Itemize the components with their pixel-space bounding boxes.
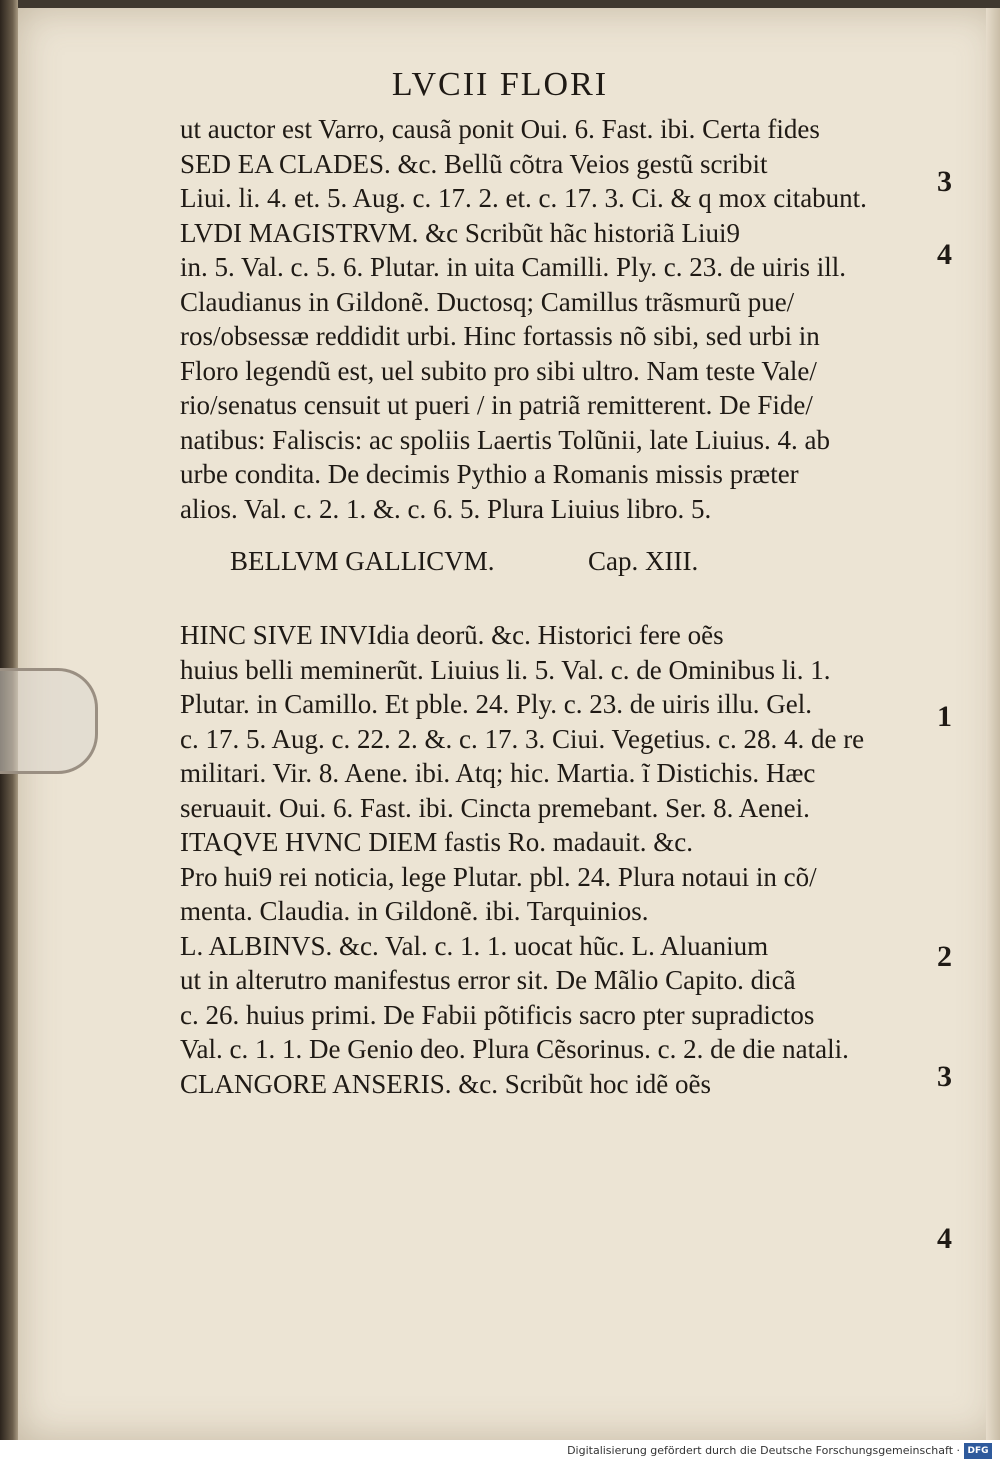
text-line: HINC SIVE INVIdia deorũ. &c. Historici fere oẽs <box>180 620 724 650</box>
text-line: rio/senatus censuit ut pueri / in patriã remitterent. De Fide/ <box>180 390 813 420</box>
text-line: Claudianus in Gildonẽ. Ductosq; Camillus trãsmurũ pue/ <box>180 286 795 317</box>
text-line: c. 17. 5. Aug. c. 22. 2. &. c. 17. 3. Ciui. Vegetius. c. 28. 4. de re <box>180 723 865 754</box>
text-line: SED EA CLADES. &c. Bellũ cõtra Veios gestũ scribit <box>180 148 768 179</box>
margin-number: 3 <box>937 1060 952 1093</box>
margin-number: 1 <box>937 700 952 733</box>
text-line: Plutar. in Camillo. Et pble. 24. Ply. c. 23. de uiris illu. Gel. <box>180 689 812 719</box>
text-line: seruauit. Oui. 6. Fast. ibi. Cincta premebant. Ser. 8. Aenei. <box>180 792 810 823</box>
text-line: ut in alterutro manifestus error sit. De Mãlio Capito. dicã <box>180 965 796 995</box>
text-line: natibus: Faliscis: ac spoliis Laertis Tolũnii, late Liuius. 4. ab <box>180 424 831 455</box>
chapter-heading <box>180 526 950 596</box>
footer-bar <box>0 1440 1000 1463</box>
text-line: CLANGORE ANSERIS. &c. Scribũt hoc idẽ oẽs <box>180 1068 711 1099</box>
spacer <box>180 596 950 618</box>
text-line: Liui. li. 4. et. 5. Aug. c. 17. 2. et. c. 17. 3. Ci. & q mox citabunt. <box>180 183 867 213</box>
text-line: Floro legendũ est, uel subito pro sibi ultro. Nam teste Vale/ <box>180 355 817 386</box>
text-line: militari. Vir. 8. Aene. ibi. Atq; hic. Martia. ĩ Distichis. Hæc <box>180 758 816 788</box>
text-block <box>180 112 950 1101</box>
text-line: ros/obsessæ reddidit urbi. Hinc fortassis nõ sibi, sed urbi in <box>180 321 820 351</box>
text-line: LVDI MAGISTRVM. &c Scribũt hãc historiã Liui9 <box>180 217 741 248</box>
dfg-logo: DFG <box>964 1443 992 1459</box>
text-line: in. 5. Val. c. 5. 6. Plutar. in uita Camilli. Ply. c. 23. de uiris ill. <box>180 252 846 282</box>
text-line: alios. Val. c. 2. 1. &. c. 6. 5. Plura Liuius libro. 5. <box>180 493 712 524</box>
text-line: L. ALBINVS. &c. Val. c. 1. 1. uocat hũc. L. Aluanium <box>180 930 769 961</box>
text-line: ut auctor est Varro, causã ponit Oui. 6. Fast. ibi. Certa fides <box>180 114 820 144</box>
margin-number: 2 <box>937 940 952 973</box>
text-line: urbe condita. De decimis Pythio a Romanis missis præter <box>180 459 799 489</box>
text-line: menta. Claudia. in Gildonẽ. ibi. Tarquinios. <box>180 896 649 926</box>
chapter-title: BELLVM GALLICVM. <box>230 546 495 576</box>
text-line: c. 26. huius primi. De Fabii põtificis sacro pter supradictos <box>180 999 815 1030</box>
running-title: LVCII FLORI <box>391 66 609 103</box>
text-line: Pro hui9 rei noticia, lege Plutar. pbl. 24. Plura notaui in cõ/ <box>180 861 817 892</box>
page-clip <box>0 668 98 774</box>
margin-number: 3 <box>937 165 952 198</box>
margin-number: 4 <box>937 238 952 271</box>
footer-credit: Digitalisierung gefördert durch die Deutsche Forschungsgemeinschaft · <box>567 1444 960 1457</box>
chapter-number: Cap. XIII. <box>588 546 699 576</box>
text-line: ITAQVE HVNC DIEM fastis Ro. madauit. &c. <box>180 827 694 857</box>
margin-numbers <box>912 0 952 1400</box>
text-line: huius belli meminerũt. Liuius li. 5. Val. c. de Ominibus li. 1. <box>180 654 831 685</box>
margin-number: 4 <box>937 1222 952 1255</box>
text-line: Val. c. 1. 1. De Genio deo. Plura Cẽsorinus. c. 2. de die natali. <box>180 1034 849 1064</box>
page-edge <box>986 8 1000 1440</box>
